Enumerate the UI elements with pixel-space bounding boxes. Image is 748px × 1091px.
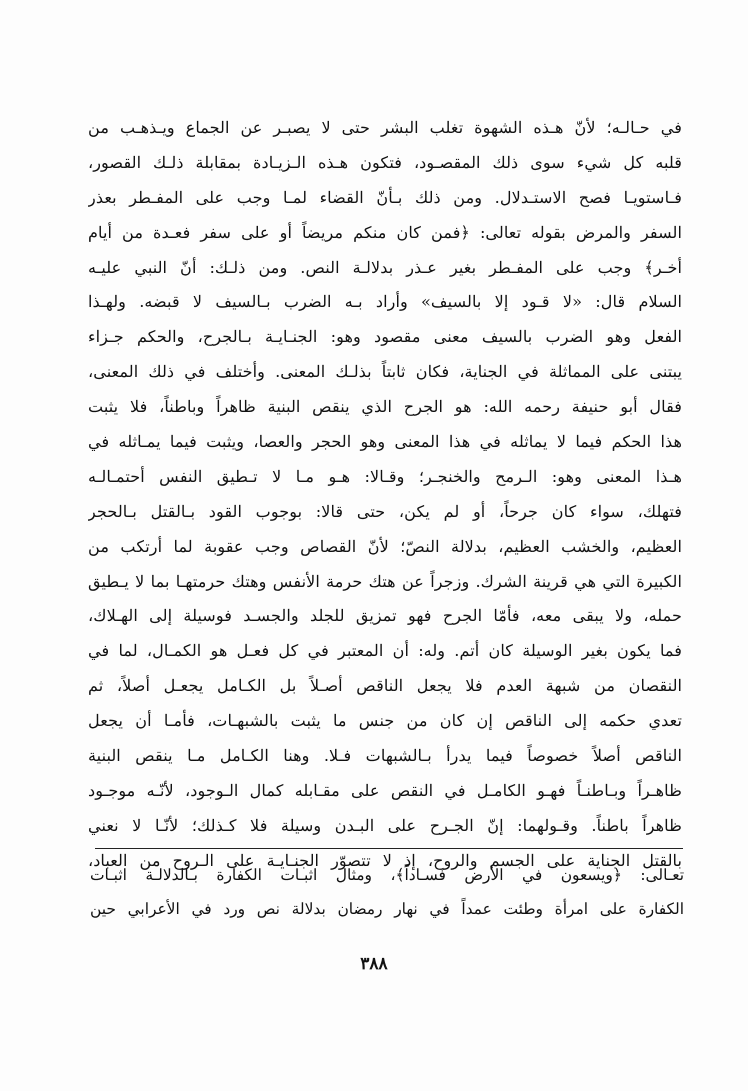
text-line: ظاهـراً وبـاطنـاً فهـو الكامـل في النقص على مقـابله كمال الـوجود، لأنّـه موجـود [88,780,682,800]
text-line: السفر والمرض بقوله تعالى: ﴿فمن كان منكم مريضاً أو على سفر فعـدة من أيام [88,222,682,242]
footnote-line: تعـالى: ﴿ويسعون في الأرض فسـاداً﴾، ومثال اثبـات الكفارة بـالدلالـة اثبـات [90,866,684,884]
footnote-separator [95,848,683,849]
text-line: بالقتل الجناية على الجسم والروح، إذ لا تتصوّر الجنـايـة على الـروح من العباد، [88,850,682,870]
text-line: الكبيرة التي هي قرينة الشرك. وزجراً عن هتك حرمة الأنفس وهتك حرمتهـا بما لا يـطيق [88,571,682,591]
text-line: الفعل وهو الضرب بالسيف معنى مقصود وهو: الجنـايـة بـالجرح، والحكم جـزاء [88,327,682,347]
main-text-block [88,111,682,879]
footnote-line: الكفارة على امرأة وطئت عمداً في نهار رمضان بدلالة نص ورد في الأعرابي حين [90,900,684,918]
text-line: فقال أبو حنيفة رحمه الله: هو الجرح الذي ينقص البنية ظاهراً وباطناً، فلا يثبت [88,397,682,417]
text-line: هذا الحكم فيما لا يماثله في هذا المعنى وهو الحجر والعصا، ويثبت فيما يمـاثله في [88,432,682,452]
page-number: ٣٨٨ [360,954,388,974]
text-line: السلام قال: «لا قـود إلا بالسيف» وأراد بـه الضرب بـالسيف لا قبضه. ولهـذا [88,292,682,312]
text-line: في حـالـه؛ لأنّ هـذه الشهوة تغلب البشر حتى لا يصبـر عن الجماع ويـذهـب من [88,118,682,137]
text-line: حمله، ولا يبقى معه، فأمّا الجرح فهو تمزيق للجلد والجسـد فوسيلة إلى الهـلاك، [88,606,682,626]
text-line: العظيم، والخشب العظيم، بدلالة النصّ؛ لأنّ القصاص وجب عقوبة لما أرتكب من [88,536,682,556]
text-line: يبتنى على المماثلة في الجناية، فكان ثابتاً بذلـك المعنى. وأختلف في ذلك المعنى، [88,362,682,382]
text-line: النقصان من شبهة العدم فلا يجعل الناقص أصـلاً بل الكـامل يجعـل أصلاً، ثم [88,676,682,696]
text-line: أخـر﴾ وجب على المفـطر بغير عـذر بدلالـة النص. ومن ذلـك: أنّ النبي عليـه [88,257,682,277]
text-line: فتهلك، سواء كان جرحاً، أو لم يكن، حتى قالا: بوجوب القود بـالقتل بـالحجر [88,501,682,521]
text-line: تعدي حكمه إلى الناقص إن كان من جنس ما يثبت بالشبهـات، فأمـا أن يجعل [88,711,682,731]
text-line: قلبه كل شيء سوى ذلك المقصـود، فتكون هـذه الـزيـادة بمقابلة ذلـك القصور، [88,152,682,172]
text-line: الناقص أصلاً خصوصاً فيما يدرأ بـالشبهات فـلا. وهنا الكـامل مـا ينقص البنية [88,746,682,766]
text-line: هـذا المعنى وهو: الـرمح والخنجـر؛ وقـالا: هـو مـا لا تـطيق النفس أحتمـالـه [88,466,682,486]
footnote-block [90,858,684,926]
text-line: فـاستويـا فصح الاستـدلال. ومن ذلك بـأنّ القضاء لمـا وجب على المفـطر بعذر [88,187,682,207]
text-line: ظاهراً باطناً. وقـولهما: إنّ الجـرح على البـدن وسيلة فلا كـذلك؛ لأنّـا لا نعني [88,815,682,835]
text-line: فما يكون بغير الوسيلة كان أتم. وله: أن المعتبر في كل فعـل هو الكمـال، لما في [88,641,682,661]
